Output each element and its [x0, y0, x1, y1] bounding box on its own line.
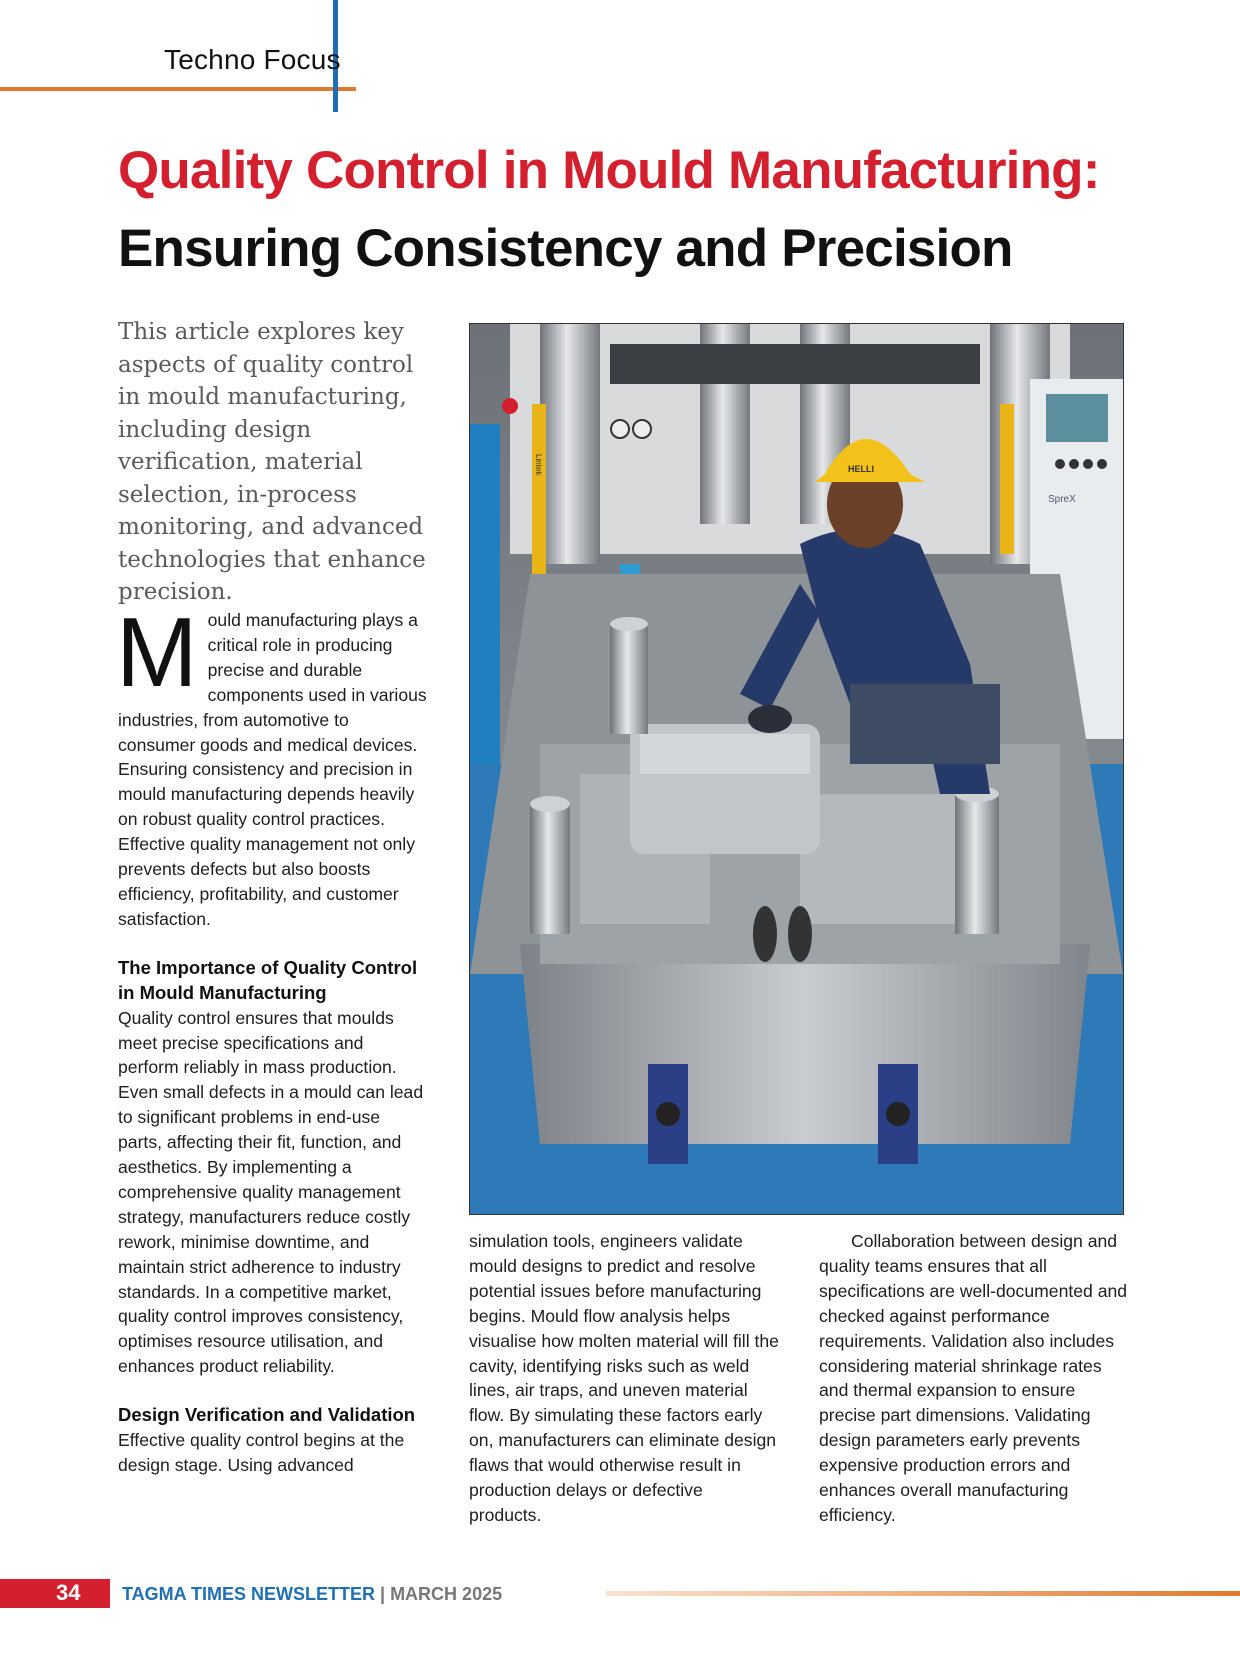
issue-date: MARCH 2025: [390, 1584, 503, 1604]
article-photo: [469, 323, 1124, 1215]
design-paragraph-continued: simulation tools, engineers validate mould designs to predict and resolve potential issues before manufacturing begins. Mould flow analysis helps visualise how molten material will fill the cavity, identifying risks such as weld lines, air traps, and uneven material flow. By simulating these factors early on, manufacturers can eliminate design flaws that would otherwise result in production delays or defective products.: [469, 1231, 779, 1525]
footer-separator: |: [380, 1584, 386, 1604]
helmet-text: HELLI: [848, 464, 874, 474]
panel-brand-text: SpreX: [1048, 494, 1076, 505]
publication-name: TAGMA TIMES NEWSLETTER: [122, 1584, 375, 1604]
article-column-2: [469, 1229, 779, 1528]
drop-cap: M: [116, 597, 198, 707]
guard-label-text: Lintek: [534, 454, 543, 476]
page-number: 34: [56, 1580, 81, 1605]
intro-text: ould manufacturing plays a critical role in producing precise and durable components used in various industries, from automotive to consumer goods and medical devices. Ensuring consistency and precision in mould manufacturing depends heavily on robust quality control practices. Effective quality management not only prevents defects but also boosts efficiency, profitability, and customer satisfaction.: [118, 610, 427, 929]
collaboration-paragraph: Collaboration between design and quality teams ensures that all specifications are well-documented and checked against performance requirements. Validation also includes considering material shrinkage rates and thermal expansion to ensure precise part dimensions. Validating design parameters early prevents expensive production errors and enhances overall manufacturing efficiency.: [819, 1231, 1128, 1525]
headline-line-1: Quality Control in Mould Manufacturing:: [118, 141, 1100, 200]
mould-workshop-illustration: [470, 324, 1123, 1214]
subheading-design-verification: Design Verification and Validation: [118, 1404, 416, 1426]
headline-line-2: Ensuring Consistency and Precision: [118, 219, 1013, 278]
subheading-importance: The Importance of Quality Control in Mould Manufacturing: [118, 956, 418, 1003]
design-paragraph-start: Effective quality control begins at the design stage. Using advanced: [118, 1430, 405, 1475]
standfirst: This article explores key aspects of quality control in mould manufacturing, including design verification, material selection, in-process monitoring, and advanced technologies that enhance precision.: [118, 319, 426, 605]
page-number-box: [0, 1579, 110, 1608]
footer-publication: [122, 1584, 502, 1605]
intro-paragraph: [116, 597, 428, 932]
article-column-3: [819, 1229, 1129, 1528]
importance-paragraph: Quality control ensures that moulds meet precise specifications and perform reliably in mass production. Even small defects in a mould can lead to significant problems in end-use parts, affecting their fit, function, and aesthetics. By implementing a comprehensive quality management strategy, manufacturers reduce costly rework, minimise downtime, and maintain strict adherence to industry standards. In a competitive market, quality control improves consistency, optimises resource utilisation, and enhances product reliability.: [118, 1007, 424, 1377]
section-tag: Techno Focus: [164, 44, 341, 75]
article-column-1: [116, 597, 428, 1478]
footer-gradient-rule: [606, 1591, 1240, 1596]
header-orange-rule: [0, 87, 356, 91]
